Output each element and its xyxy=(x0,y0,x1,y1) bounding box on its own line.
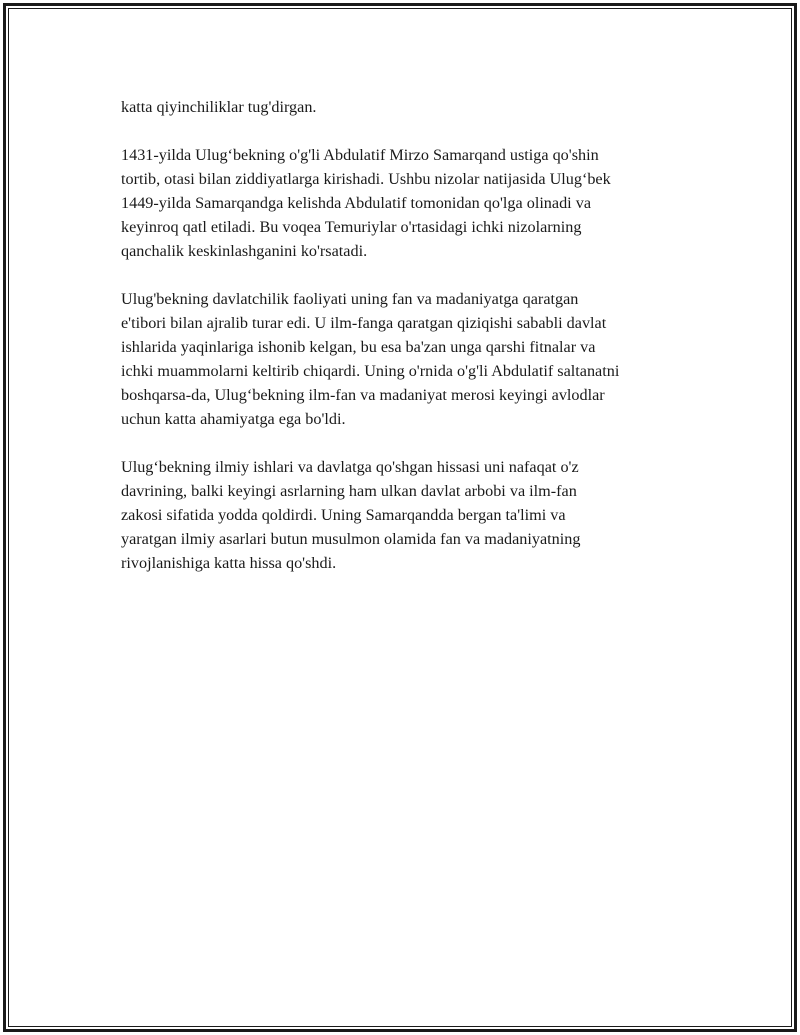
paragraph-3: Ulug'bekning davlatchilik faoliyati uning fan va madaniyatga qaratgan e'tibori bilan ajralib turar edi. U ilm-fanga qaratgan qiziqishi sababli davlat ishlarida yaqinlariga ishonib kelgan, bu esa ba'zan unga qarshi fitnalar va ichki muammolarni keltirib chiqardi. Uning o'rnida o'g'li Abdulatif saltanatni boshqarsa-da, Ulug‘bekning ilm-fan va madaniyat merosi keyingi avlodlar uchun katta ahamiyatga ega bo'ldi. xyxy=(121,290,620,428)
page-border xyxy=(3,3,797,1032)
paragraph-4: Ulug‘bekning ilmiy ishlari va davlatga qo'shgan hissasi uni nafaqat o'z davrining, balki keyingi asrlarning ham ulkan davlat arbobi va ilm-fan zakosi sifatida yodda qoldirdi. Uning Samarqandda bergan ta'limi va yaratgan ilmiy asarlari butun musulmon olamida fan va madaniyatning rivojlanishiga katta hissa qo'shdi. xyxy=(121,458,581,572)
paragraph-1: katta qiyinchiliklar tug'dirgan. xyxy=(121,98,317,116)
document-body xyxy=(121,95,681,599)
paragraph-2: 1431-yilda Ulug‘bekning o'g'li Abdulatif Mirzo Samarqand ustiga qo'shin tortib, otasi bilan ziddiyatlarga kirishadi. Ushbu nizolar natijasida Ulug‘bek 1449-yilda Samarqandga kelishda Abdulatif tomonidan qo'lga olinadi va keyinroq qatl etiladi. Bu voqea Temuriylar o'rtasidagi ichki nizolarning qanchalik keskinlashganini ko'rsatadi. xyxy=(121,146,611,260)
